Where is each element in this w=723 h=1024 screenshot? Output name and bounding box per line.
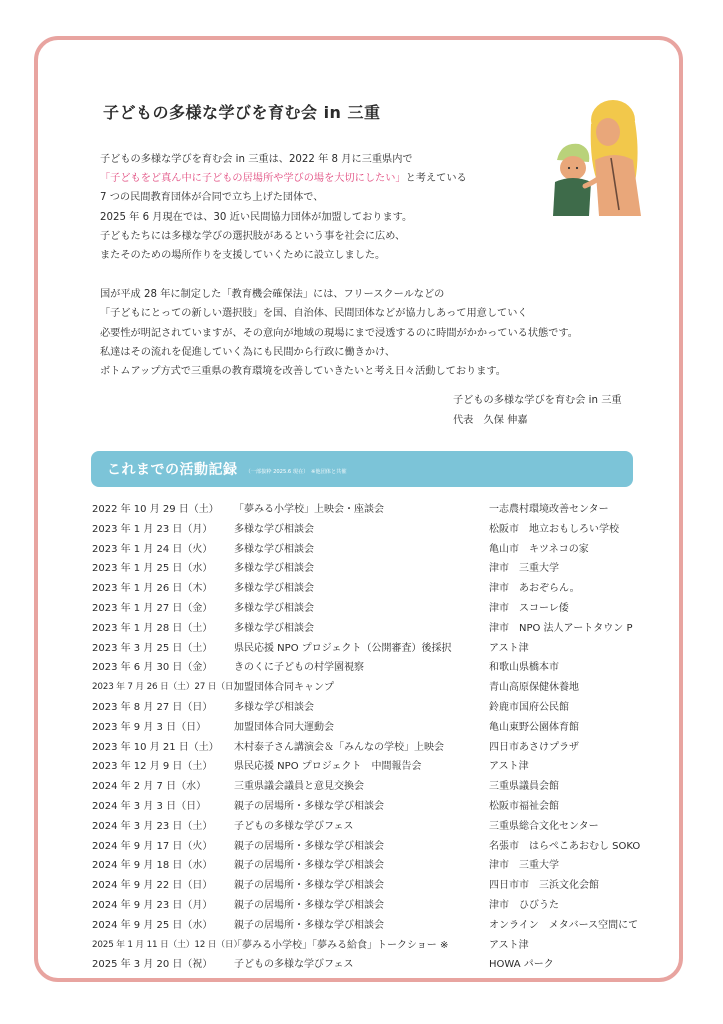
activity-row — [92, 619, 652, 639]
activity-event: 多様な学び相談会 — [234, 583, 314, 595]
activity-event: 県民応援 NPO プロジェクト 中間報告会 — [234, 761, 422, 773]
signature-representative: 代表 久保 伸嘉 — [453, 414, 528, 426]
activity-date: 2024 年 9 月 17 日（火） — [92, 840, 213, 852]
page-title: 子どもの多様な学びを育む会 in 三重 — [103, 103, 381, 122]
activity-event: 子どもの多様な学びフェス — [234, 820, 354, 832]
activity-event: 親子の居場所・多様な学び相談会 — [234, 800, 384, 812]
activity-date: 2025 年 1 月 11 日（土）12 日（日） — [92, 939, 243, 950]
intro-line: 「子どもにとっての新しい選択肢」を国、自治体、民間団体などが協力しあって用意していく — [100, 308, 528, 320]
activity-event: 加盟団体合同大運動会 — [234, 721, 334, 733]
activity-event: 「夢みる小学校」「夢みる給食」トークショー ※ — [232, 939, 449, 951]
activity-place: 津市 NPO 法人アートタウン P — [489, 622, 633, 634]
activity-date: 2023 年 3 月 25 日（土） — [92, 642, 213, 654]
activity-event: 「夢みる小学校」上映会・座談会 — [234, 504, 384, 515]
activity-place: 松阪市福祉会館 — [489, 800, 559, 812]
activity-place: 津市 ひびうた — [489, 899, 559, 911]
activity-note: （一部抜粋 2025.6 現在） ※他団体と共催 — [245, 468, 347, 475]
activity-event: 親子の居場所・多様な学び相談会 — [234, 919, 384, 931]
activity-place: オンライン メタバース空間にて — [489, 919, 639, 931]
activity-event: 親子の居場所・多様な学び相談会 — [234, 840, 384, 852]
intro-line — [100, 169, 640, 188]
intro-highlight: 「子どもをど真ん中に子どもの居場所や学びの場を大切にしたい」 — [100, 173, 406, 185]
activity-event: 県民応援 NPO プロジェクト（公開審査）後採択 — [234, 642, 452, 654]
activity-date: 2023 年 1 月 24 日（火） — [92, 543, 213, 555]
signature-org: 子どもの多様な学びを育む会 in 三重 — [453, 395, 622, 406]
activity-row — [92, 777, 652, 797]
activity-place: 松阪市 地立おもしろい学校 — [489, 523, 619, 535]
activity-place: アスト津 — [489, 761, 529, 773]
activity-place: 四日市市 三浜文化会館 — [489, 880, 599, 892]
intro-line: 必要性が明記されていますが、その意向が地域の現場にまで浸透するのに時間がかかっている状態です。 — [100, 327, 578, 339]
intro-text — [100, 150, 640, 381]
activity-row — [92, 837, 652, 857]
activity-row — [92, 579, 652, 599]
activity-event: 多様な学び相談会 — [234, 602, 314, 614]
activity-row — [92, 936, 652, 956]
activity-place: HOWA パーク — [489, 959, 554, 971]
activity-row — [92, 856, 652, 876]
activity-place: 四日市あさけプラザ — [489, 741, 579, 753]
intro-line: 2025 年 6 月現在では、30 近い民間協力団体が加盟しております。 — [100, 211, 413, 223]
activity-place: 和歌山県橋本市 — [489, 662, 559, 674]
activity-event: 親子の居場所・多様な学び相談会 — [234, 899, 384, 911]
activity-date: 2024 年 9 月 22 日（日） — [92, 880, 213, 892]
activity-event: 子どもの多様な学びフェス — [234, 959, 354, 971]
activity-place: 三重県総合文化センター — [489, 820, 599, 832]
activity-place: 名張市 はらぺこあおむし SOKO — [489, 840, 641, 852]
activity-row — [92, 520, 652, 540]
activity-date: 2023 年 1 月 28 日（土） — [92, 622, 213, 634]
activity-date: 2024 年 9 月 18 日（水） — [92, 860, 213, 872]
activity-row — [92, 540, 652, 560]
activity-row — [92, 559, 652, 579]
activity-title: これまでの活動記録 — [107, 462, 238, 478]
activity-date: 2024 年 3 月 3 日（日） — [92, 800, 207, 812]
activity-event: 親子の居場所・多様な学び相談会 — [234, 860, 384, 872]
activity-date: 2025 年 3 月 20 日（祝） — [92, 959, 213, 971]
activity-date: 2023 年 10 月 21 日（土） — [92, 741, 219, 753]
activity-event: 木村泰子さん講演会＆「みんなの学校」上映会 — [234, 741, 444, 753]
intro-line: またそのための場所作りを支援していくために設立しました。 — [100, 250, 386, 262]
activity-row — [92, 678, 652, 698]
activity-date: 2023 年 1 月 25 日（水） — [92, 563, 213, 575]
activity-date: 2024 年 9 月 25 日（水） — [92, 919, 213, 931]
activity-event: きのくに子どもの村学園視察 — [234, 662, 364, 674]
signature — [453, 391, 622, 430]
activity-row — [92, 876, 652, 896]
activity-row — [92, 639, 652, 659]
intro-line: 私達はその流れを促進していく為にも民間から行政に働きかけ、 — [100, 346, 396, 358]
intro-line: 子どもたちには多様な学びの選択肢があるという事を社会に広め、 — [100, 230, 406, 242]
activity-event: 三重県議会議員と意見交換会 — [234, 781, 364, 793]
activity-place: 津市 あおぞらん。 — [489, 583, 580, 595]
activity-place: アスト津 — [489, 642, 529, 654]
activity-row — [92, 738, 652, 758]
activity-date: 2023 年 9 月 3 日（日） — [92, 721, 207, 733]
activity-date: 2024 年 9 月 23 日（月） — [92, 899, 213, 911]
activity-row — [92, 797, 652, 817]
activity-place: 亀山市 キツネコの家 — [489, 543, 589, 555]
activity-date: 2022 年 10 月 29 日（土） — [92, 504, 219, 515]
activity-date: 2023 年 1 月 27 日（金） — [92, 602, 213, 614]
activity-place: 津市 三重大学 — [489, 563, 559, 575]
intro-line: 7 つの民間教育団体が合同で立ち上げた団体で、 — [100, 192, 324, 204]
activity-event: 多様な学び相談会 — [234, 563, 314, 575]
intro-line-rest: と考えている — [405, 173, 467, 185]
activity-place: 三重県議員会館 — [489, 781, 559, 793]
intro-line: 子どもの多様な学びを育む会 in 三重は、2022 年 8 月に三重県内で — [100, 154, 413, 165]
activity-event: 多様な学び相談会 — [234, 523, 314, 535]
activity-row — [92, 955, 652, 975]
activity-place: 津市 スコーレ倭 — [489, 602, 569, 614]
activity-event: 親子の居場所・多様な学び相談会 — [234, 880, 384, 892]
activity-place: 亀山東野公園体育館 — [489, 721, 579, 733]
activity-date: 2023 年 6 月 30 日（金） — [92, 662, 213, 674]
activity-event: 加盟団体合同キャンプ — [234, 682, 334, 694]
intro-line: ボトムアップ方式で三重県の教育環境を改善していきたいと考え日々活動しております。 — [100, 366, 506, 378]
activity-place: 鈴鹿市国府公民館 — [489, 701, 569, 713]
activity-event: 多様な学び相談会 — [234, 701, 314, 713]
activity-list — [92, 500, 652, 975]
activity-row — [92, 896, 652, 916]
activity-row — [92, 817, 652, 837]
activity-date: 2023 年 12 月 9 日（土） — [92, 761, 213, 773]
activity-date: 2023 年 7 月 26 日（土）27 日（日） — [92, 682, 243, 693]
activity-event: 多様な学び相談会 — [234, 622, 314, 634]
activity-place: 青山高原保健休養地 — [489, 682, 579, 694]
activity-place: 津市 三重大学 — [489, 860, 559, 872]
intro-line: 国が平成 28 年に制定した「教育機会確保法」には、フリースクールなどの — [100, 289, 445, 301]
activity-row — [92, 916, 652, 936]
activity-date: 2024 年 3 月 23 日（土） — [92, 820, 213, 832]
activity-event: 多様な学び相談会 — [234, 543, 314, 555]
activity-place: アスト津 — [489, 939, 529, 951]
activity-date: 2023 年 1 月 23 日（月） — [92, 523, 213, 535]
activity-row — [92, 658, 652, 678]
activity-date: 2024 年 2 月 7 日（水） — [92, 781, 207, 793]
activity-date: 2023 年 8 月 27 日（日） — [92, 701, 213, 713]
activity-place: 一志農村環境改善センター — [489, 504, 609, 515]
activity-row — [92, 757, 652, 777]
activity-row — [92, 698, 652, 718]
activity-banner — [91, 451, 633, 487]
activity-row — [92, 500, 652, 520]
activity-row — [92, 599, 652, 619]
activity-date: 2023 年 1 月 26 日（木） — [92, 583, 213, 595]
activity-row — [92, 718, 652, 738]
